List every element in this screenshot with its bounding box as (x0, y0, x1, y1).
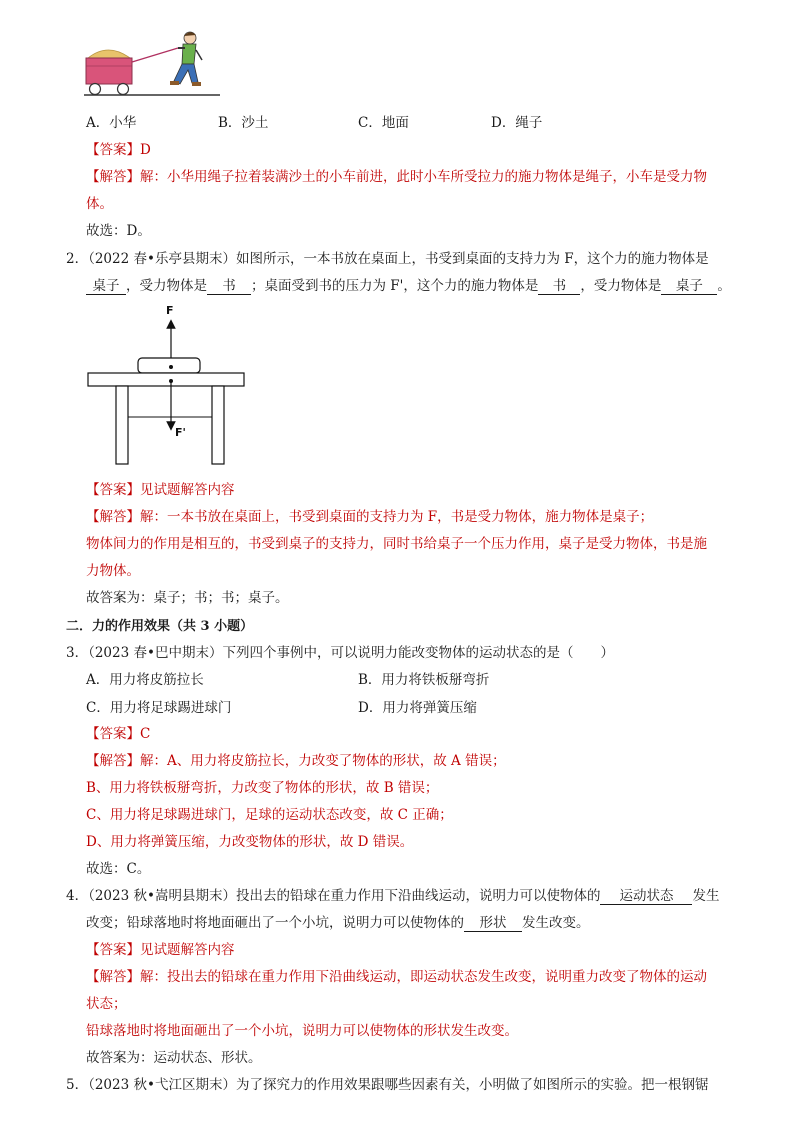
q3-conclusion: 故选：C。 (86, 861, 151, 877)
q1-option-c: C．地面 (358, 115, 409, 131)
q3-answer-line (86, 722, 150, 742)
answer-label: 【答案】 (86, 142, 140, 158)
q2-solution-line2: 物体间力的作用是相互的，书受到桌子的支持力，同时书给桌子一个压力作用，桌子是受力物体，书是施 (86, 536, 707, 552)
q2-answer: 见试题解答内容 (140, 482, 235, 498)
q4-solution-line1: 【解答】解：投出去的铅球在重力作用下沿曲线运动，即运动状态发生改变，说明重力改变了物体的运动 (86, 969, 707, 985)
q2-blank3: 书 (538, 279, 580, 295)
q4-answer-line (86, 938, 235, 958)
q3-solution-line2: B、用力将铁板掰弯折，力改变了物体的形状，故 B 错误； (86, 780, 439, 796)
boy-pulling-cart-figure (82, 28, 222, 100)
q3-solution-line3: C、用力将足球踢进球门，足球的运动状态改变，故 C 正确； (86, 807, 453, 823)
book-shape (138, 358, 200, 373)
q4-conclusion: 故答案为：运动状态、形状。 (86, 1050, 262, 1066)
q2-stem-line2: 桌子 ，受力物体是 书 ；桌面受到书的压力为 F'，这个力的施力物体是 书 ，受力物体是 桌子 。 (86, 274, 731, 295)
table-top-shape (88, 373, 244, 386)
q4-stem-line1: 4．（2023 秋•嵩明县期末）投出去的铅球在重力作用下沿曲线运动，说明力可以使物体的 运动状态 发生 (66, 888, 720, 904)
answer-label: 【答案】 (86, 942, 140, 958)
q1-option-d: D．绳子 (491, 115, 543, 131)
force-f-label: F (166, 304, 174, 317)
q2-solution-line3: 力物体。 (86, 563, 140, 579)
q1-option-a: A．小华 (86, 115, 137, 131)
answer-label: 【答案】 (86, 482, 140, 498)
q3-option-d: D．用力将弹簧压缩 (358, 700, 477, 716)
q1-solution-line2: 体。 (86, 196, 113, 212)
q1-answer-line (86, 138, 151, 158)
q1-answer: D (140, 142, 151, 158)
solution-label: 【解答】 (86, 753, 140, 769)
solution-label: 【解答】 (86, 169, 140, 185)
q2-answer-line (86, 478, 235, 498)
q5-stem: 5．（2023 秋•弋江区期末）为了探究力的作用效果跟哪些因素有关，小明做了如图所示的实验。把一根钢锯 (66, 1077, 709, 1093)
q3-option-c: C．用力将足球踢进球门 (86, 700, 232, 716)
q3-option-b: B．用力将铁板掰弯折 (358, 672, 490, 688)
q2-blank4: 桌子 (661, 279, 717, 295)
q2-conclusion: 故答案为：桌子；书；书；桌子。 (86, 590, 289, 606)
q4-blank1: 运动状态 (600, 889, 692, 905)
q3-solution-line1: 【解答】解：A、用力将皮筋拉长，力改变了物体的形状，故 A 错误； (86, 753, 506, 769)
q1-solution-line1: 【解答】解：小华用绳子拉着装满沙土的小车前进，此时小车所受拉力的施力物体是绳子，小车是受力物 (86, 169, 707, 185)
solution-label: 【解答】 (86, 969, 140, 985)
q2-blank2: 书 (207, 279, 251, 295)
answer-label: 【答案】 (86, 726, 140, 742)
q4-blank2: 形状 (464, 916, 522, 932)
solution-label: 【解答】 (86, 509, 140, 525)
book-on-table-figure (86, 300, 252, 468)
q2-stem-line1: 2．（2022 春•乐亭县期末）如图所示，一本书放在桌面上，书受到桌面的支持力为 F，这个力的施力物体是 (66, 251, 709, 267)
q3-option-a: A．用力将皮筋拉长 (86, 672, 204, 688)
section-title: 二．力的作用效果（共 3 小题） (66, 619, 254, 634)
q2-blank1: 桌子 (86, 279, 126, 295)
q2-solution-line1: 【解答】解：一本书放在桌面上，书受到桌面的支持力为 F，书是受力物体，施力物体是桌子； (86, 509, 654, 525)
q4-solution-line2: 状态； (86, 996, 127, 1012)
q4-solution-line3: 铅球落地时将地面砸出了一个小坑，说明力可以使物体的形状发生改变。 (86, 1023, 518, 1039)
q3-answer: C (140, 726, 151, 742)
q4-stem-line2: 改变；铅球落地时将地面砸出了一个小坑，说明力可以使物体的 形状 发生改变。 (86, 915, 590, 931)
q3-solution-line4: D、用力将弹簧压缩，力改变物体的形状，故 D 错误。 (86, 834, 414, 850)
q1-option-b: B．沙土 (218, 115, 269, 131)
q1-conclusion: 故选：D。 (86, 223, 151, 239)
q4-answer: 见试题解答内容 (140, 942, 235, 958)
q3-stem: 3．（2023 春•巴中期末）下列四个事例中，可以说明力能改变物体的运动状态的是（ ） (66, 645, 614, 661)
force-f-prime-label: F' (175, 426, 186, 439)
